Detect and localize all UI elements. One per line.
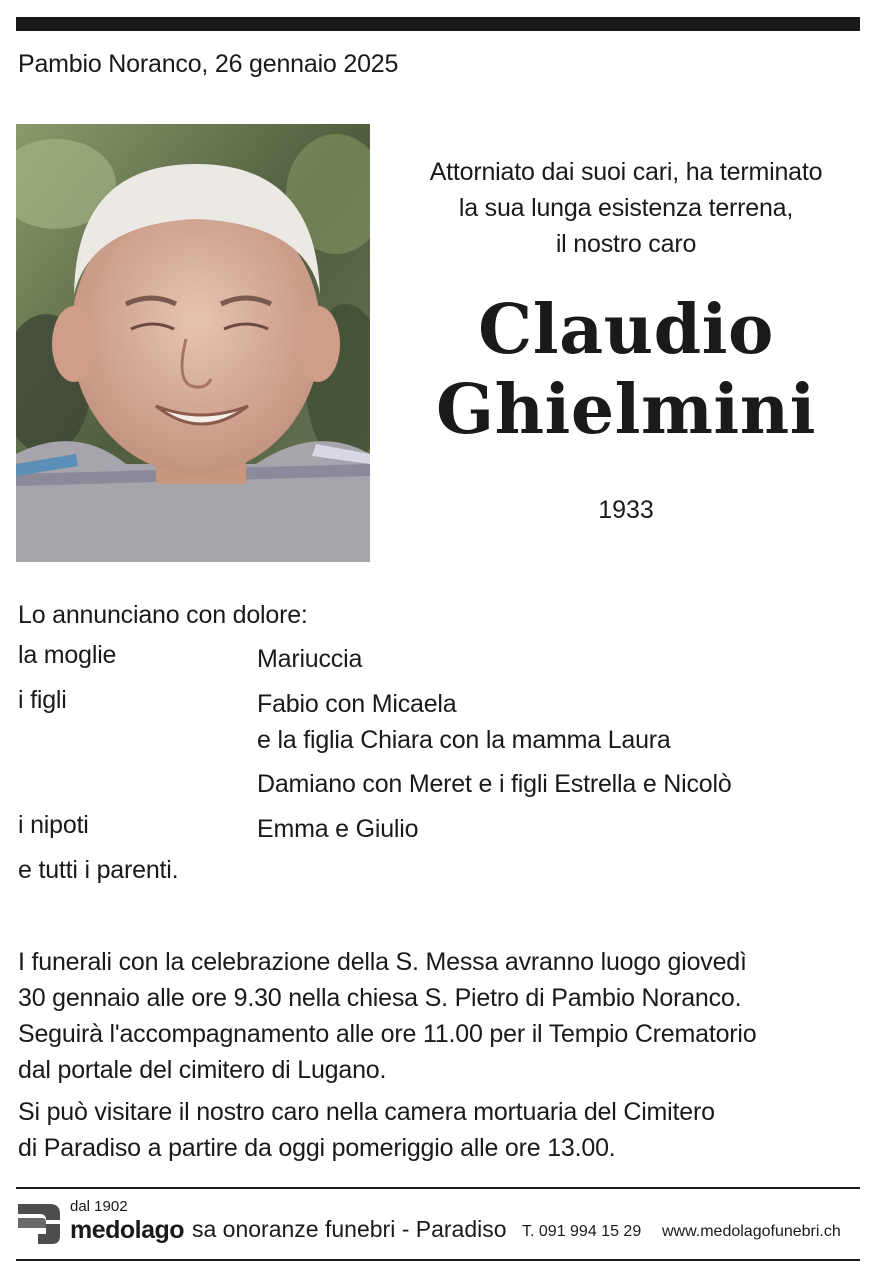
- family-name-line: Mariuccia: [257, 645, 363, 673]
- funeral-line: I funerali con la celebrazione della S. Messa avranno luogo giovedì: [18, 948, 747, 976]
- family-name-line: e la figlia Chiara con la mamma Laura: [257, 726, 671, 754]
- intro-text: [392, 154, 860, 262]
- funeral-notice: [18, 944, 860, 1088]
- first-name: Claudio: [478, 290, 774, 370]
- family-relation: e tutti i parenti.: [18, 856, 179, 884]
- visit-line: Si può visitare il nostro caro nella camera mortuaria del Cimitero: [18, 1098, 715, 1126]
- family-relation: la moglie: [18, 641, 117, 669]
- visit-notice: [18, 1094, 860, 1166]
- footer: [16, 1194, 860, 1254]
- phone-number: T. 091 994 15 29: [522, 1223, 642, 1240]
- since-year: dal 1902: [70, 1198, 128, 1215]
- brand-tagline: sa onoranze funebri - Paradiso: [192, 1216, 507, 1242]
- family-names: [257, 811, 418, 856]
- intro-line: la sua lunga esistenza terrena,: [458, 194, 794, 222]
- portrait-photo: [16, 124, 370, 562]
- family-names: [257, 766, 732, 811]
- family-name-line: Emma e Giulio: [257, 815, 419, 843]
- birth-year: 1933: [598, 496, 654, 524]
- website-link[interactable]: www.medolagofunebri.ch: [662, 1223, 841, 1240]
- family-row: [18, 641, 732, 686]
- medolago-logo-icon: [16, 1202, 62, 1251]
- footer-rule-bottom: [16, 1259, 860, 1261]
- family-row: [18, 811, 732, 856]
- intro-line: Attorniato dai suoi cari, ha terminato: [429, 158, 823, 186]
- footer-rule-top: [16, 1187, 860, 1189]
- funeral-line: 30 gennaio alle ore 9.30 nella chiesa S. Pietro di Pambio Noranco.: [18, 984, 742, 1012]
- family-names: [257, 641, 362, 686]
- funeral-line: Seguirà l'accompagnamento alle ore 11.00 per il Tempio Crematorio: [18, 1020, 757, 1048]
- top-rule: [16, 17, 860, 31]
- brand-name: medolago: [70, 1216, 185, 1244]
- place-date: Pambio Noranco, 26 gennaio 2025: [18, 50, 399, 78]
- family-row: [18, 766, 732, 811]
- intro-line: il nostro caro: [555, 230, 697, 258]
- family-name-line: Fabio con Micaela: [257, 690, 457, 718]
- last-name: Ghielmini: [436, 370, 816, 450]
- family-names: [257, 686, 671, 766]
- family-relation: [18, 766, 257, 811]
- family-row: [18, 686, 732, 766]
- family-row: [18, 856, 732, 901]
- family-name-line: Damiano con Meret e i figli Estrella e Nicolò: [257, 770, 732, 798]
- visit-line: di Paradiso a partire da oggi pomeriggio alle ore 13.00.: [18, 1134, 616, 1162]
- family-headline: Lo annunciano con dolore:: [18, 601, 308, 629]
- family-list: [18, 597, 732, 901]
- family-relation: i nipoti: [18, 811, 89, 839]
- family-relation: i figli: [18, 686, 67, 714]
- deceased-name: [392, 290, 860, 450]
- funeral-line: dal portale del cimitero di Lugano.: [18, 1056, 387, 1084]
